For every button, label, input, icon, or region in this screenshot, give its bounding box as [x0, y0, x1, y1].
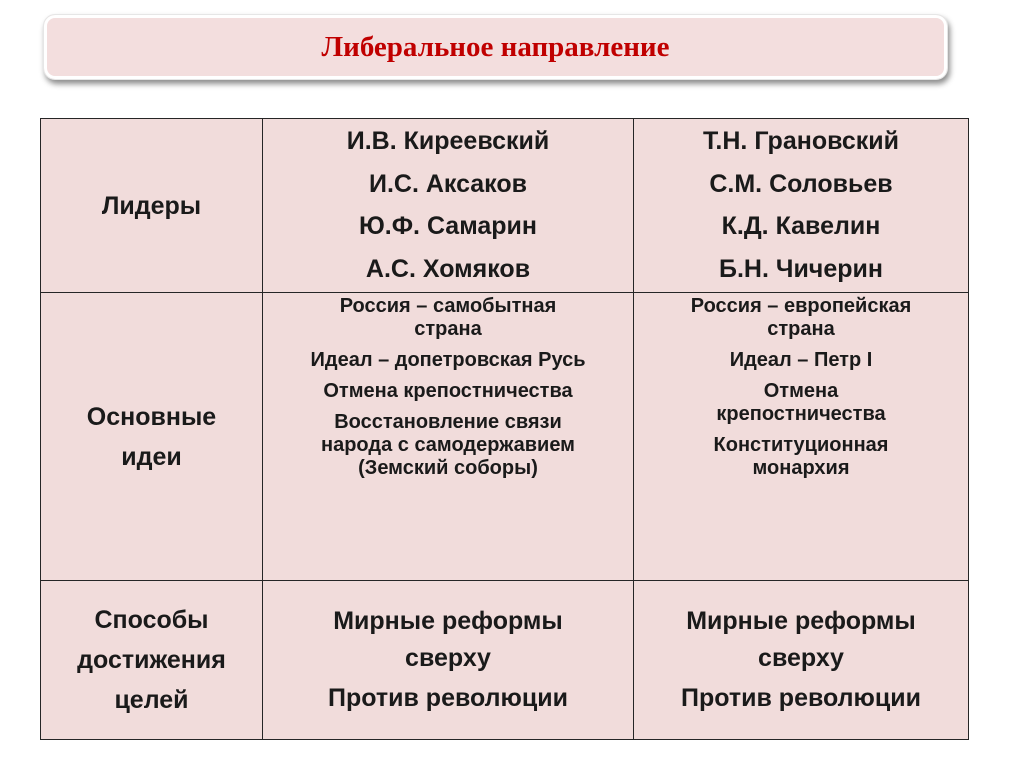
cell-ways-col2 — [634, 581, 969, 740]
idea-item — [263, 349, 633, 372]
way-line: сверху — [405, 644, 491, 672]
idea-item — [634, 380, 968, 426]
idea-line: (Земский соборы) — [358, 457, 538, 479]
idea-line: Восстановление связи — [334, 411, 562, 433]
row-header-ways — [41, 581, 263, 740]
row-header-leaders — [41, 119, 263, 293]
idea-line: монархия — [752, 457, 850, 479]
idea-line: страна — [767, 318, 835, 340]
idea-line: крепостничества — [716, 403, 886, 425]
row-header-text: Способы — [94, 606, 209, 634]
idea-line: Идеал – Петр I — [729, 349, 873, 371]
idea-item — [634, 295, 968, 341]
leader-name: И.В. Киреевский — [346, 127, 550, 155]
table-row-leaders — [41, 119, 969, 293]
idea-item — [634, 349, 968, 372]
row-header-text: целей — [114, 686, 189, 714]
idea-item — [263, 411, 633, 480]
table-row-ideas — [41, 293, 969, 581]
idea-line: Россия – европейская — [690, 295, 912, 317]
leader-name: А.С. Хомяков — [365, 254, 531, 283]
table-row-ways — [41, 581, 969, 740]
way-line: Против революции — [327, 684, 568, 712]
way-line: Против революции — [680, 684, 921, 712]
idea-line: Отмена крепостничества — [323, 380, 573, 402]
leader-name: Т.Н. Грановский — [702, 127, 899, 155]
idea-line: народа с самодержавием — [321, 434, 575, 456]
leader-name: С.М. Соловьев — [709, 169, 893, 198]
cell-ways-col1 — [263, 581, 634, 740]
cell-leaders-col2 — [634, 119, 969, 293]
row-header-ideas — [41, 293, 263, 581]
page-title: Либеральное направление — [321, 30, 670, 63]
way-line: Мирные реформы — [686, 607, 916, 635]
cell-ideas-col2 — [634, 293, 969, 581]
comparison-table — [40, 118, 969, 740]
row-header-text: Лидеры — [101, 191, 202, 220]
idea-line: Россия – самобытная — [339, 295, 557, 317]
idea-item — [263, 380, 633, 403]
title-banner — [43, 14, 948, 80]
idea-item — [634, 434, 968, 480]
idea-line: страна — [414, 318, 482, 340]
leader-name: К.Д. Кавелин — [721, 212, 881, 240]
idea-item — [263, 295, 633, 341]
way-line: Мирные реформы — [333, 607, 563, 635]
row-header-text: Основные — [86, 402, 217, 431]
idea-line: Идеал – допетровская Русь — [310, 349, 586, 371]
idea-line: Конституционная — [713, 434, 889, 456]
way-line: сверху — [758, 644, 844, 672]
cell-leaders-col1 — [263, 119, 634, 293]
cell-ideas-col1 — [263, 293, 634, 581]
leader-name: Ю.Ф. Самарин — [358, 212, 538, 240]
leader-name: Б.Н. Чичерин — [719, 254, 883, 283]
leader-name: И.С. Аксаков — [368, 169, 528, 198]
row-header-text: достижения — [77, 646, 226, 674]
row-header-text: идеи — [121, 442, 182, 471]
idea-line: Отмена — [763, 380, 839, 402]
